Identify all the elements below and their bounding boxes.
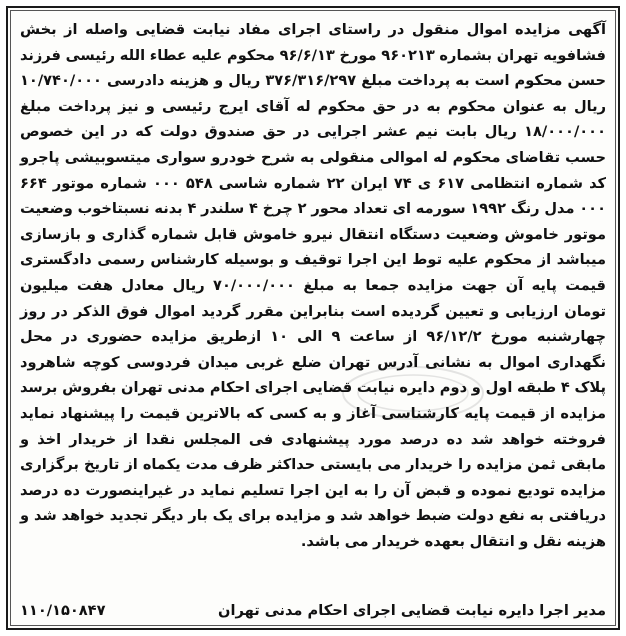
notice-footer [20,598,606,622]
issuer-signature: مدیر اجرا دایره نیابت قضایی اجرای احکام مدنی تهران [218,601,606,619]
auction-notice [6,6,620,630]
reference-number: ۱۱۰/۱۵۰۸۴۷ [20,601,106,619]
notice-body-text: آگهی مزایده اموال منقول در راستای اجرای مفاد نیابت قضایی واصله از بخش فشافویه تهران بشماره ۹۶۰۲۱۳ مورخ ۹۶/۶/۱۳ محکوم علیه عطاء الله رئیسی فرزند حسن محکوم است به پرداخت مبلغ ۳۷۶/۳۱۶/۲۹۷ ریال و هزینه دادرسی ۱۰/۷۴۰/۰۰۰ ریال به عنوان محکوم به در حق محکوم له آقای ایرج رئیسی و نیز پرداخت مبلغ ۱۸/۰۰۰/۰۰۰ ریال بابت نیم عشر اجرایی در حق صندوق دولت که در این خصوص حسب تقاضای محکوم له اموالی منقولی به شرح خودرو سواری میتسوبیشی پاجرو کد شماره انتظامی ۶۱۷ ی ۷۴ ایران ۲۲ شماره شاسی ۵۴۸ ۰۰۰ شماره موتور ۶۶۴ ۰۰۰ مدل رنگ ۱۹۹۲ سورمه ای تعداد محور ۲ چرخ ۴ سلندر ۴ بدنه نسبتاخوب وضعیت موتور خاموش وضعیت دستگاه انتقال نیرو خاموش قابل شماره گذاری و بازسازی میباشد از محکوم علیه توط این اجرا توقیف و بوسیله کارشناس رسمی دادگستری قیمت پایه آن جهت مزایده جمعا به مبلغ ۷۰/۰۰۰/۰۰۰ ریال معادل هفت میلیون تومان ارزیابی و تعیین گردیده است بنابراین مقرر گردید اموال فوق الذکر در روز چهارشنبه مورخ ۹۶/۱۲/۲ از ساعت ۹ الی ۱۰ ازطریق مزایده حضوری در محل نگهداری اموال به نشانی آدرس تهران ضلع غربی میدان فردوسی کوچه شاهرود پلاک ۴ طبقه اول و دوم دایره نیابت قضایی اجرای احکام مدنی تهران بفروش برسد مزایده از قیمت پایه کارشناسی آغاز و به کسی که بالاترین قیمت را پیشنهاد نماید فروخته خواهد شد ده درصد مورد پیشنهادی فی المجلس نقدا از خریدار اخذ و مابقی ثمن مزایده را خریدار می بایستی حداکثر ظرف مدت یکماه از تاریخ برگزاری مزایده تودیع نموده و قبض آن را به این اجرا تسلیم نماید در غیراینصورت ده درصد دریافتی به نفع دولت ضبط خواهد شد و مزایده برای یک بار دیگر تجدید خواهد شد و هزینه نقل و انتقال بعهده خریدار می باشد. [20,21,606,550]
